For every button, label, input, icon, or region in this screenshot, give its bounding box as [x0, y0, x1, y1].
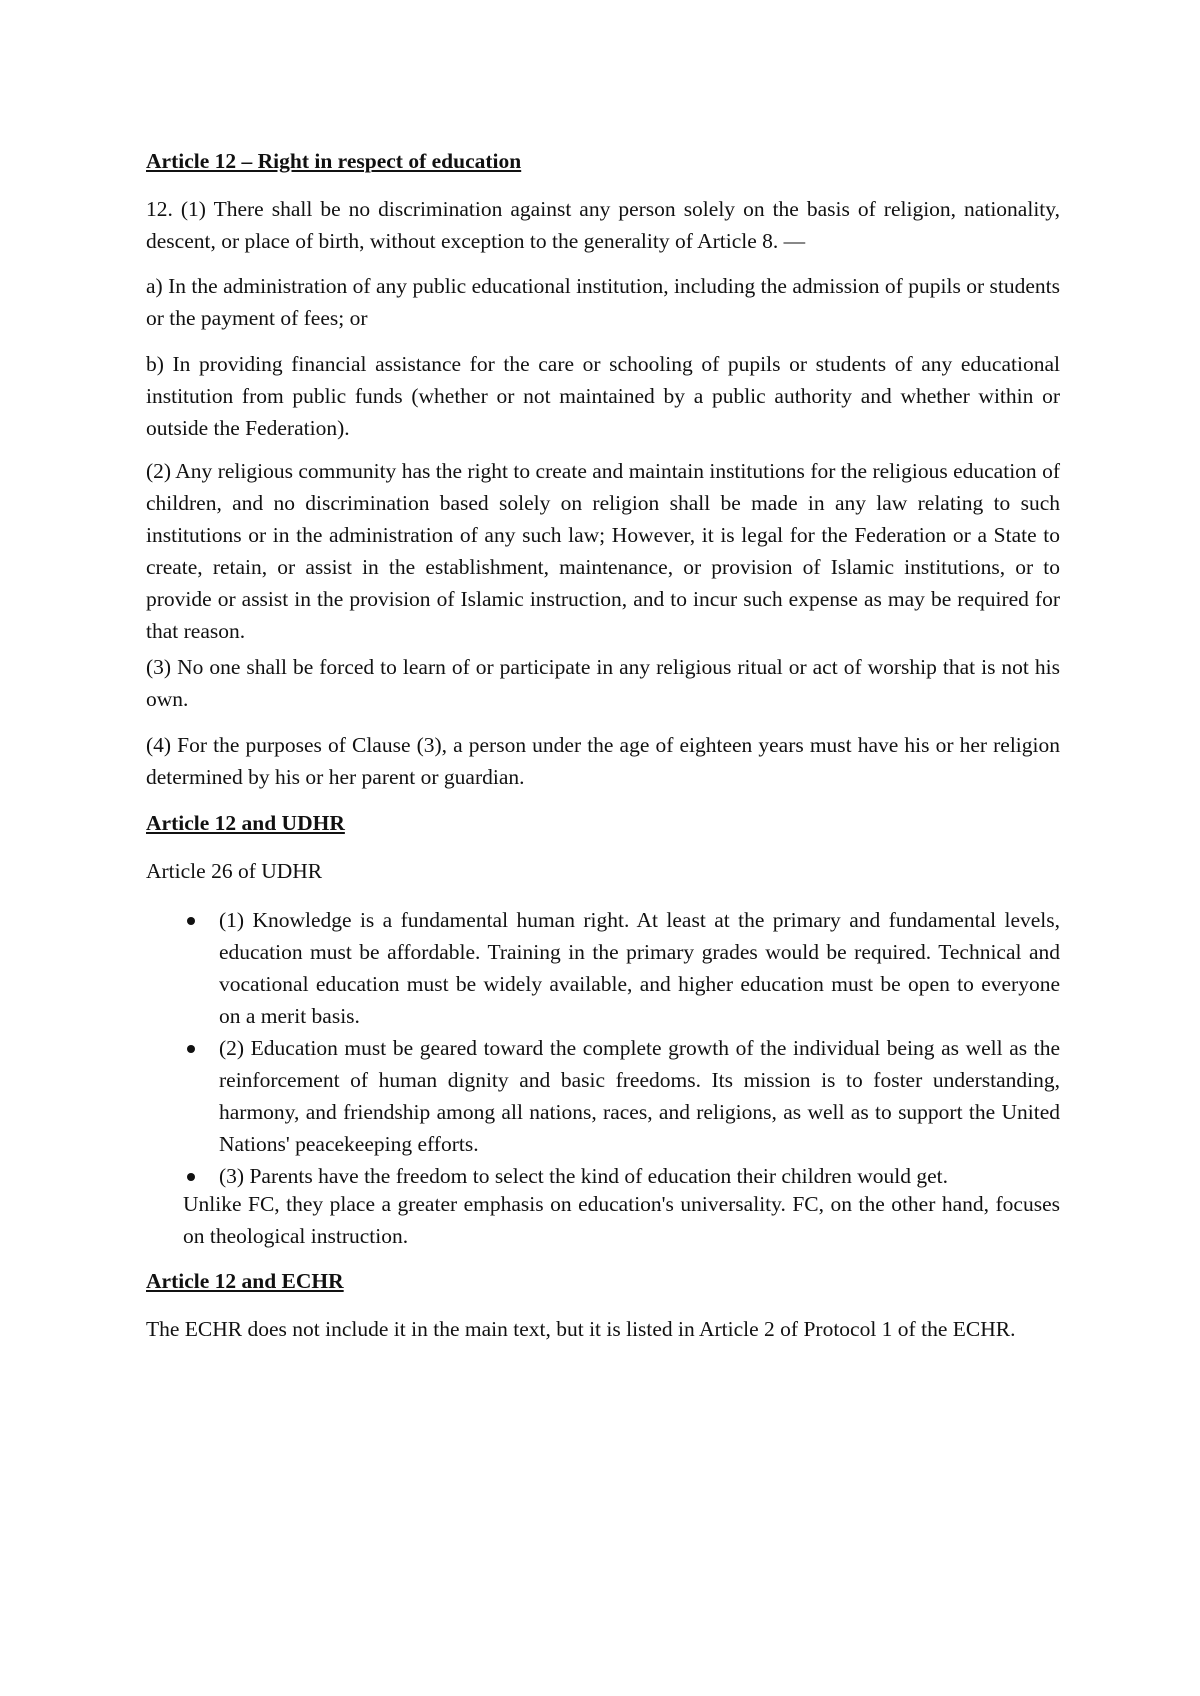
echr-text: The ECHR does not include it in the main text, but it is listed in Article 2 of Protocol 1 of the ECHR.	[146, 1317, 1016, 1341]
udhr-point-2: (2) Education must be geared toward the complete growth of the individual being as well as the reinforcement of human dignity and basic freedoms. Its mission is to foster understanding, harmony, and friendship among all nations, races, and religions, as well as to support the United Nations' peacekeeping efforts.	[219, 1036, 1060, 1156]
clause-2: (2) Any religious community has the right to create and maintain institutions for the religious education of children, and no discrimination based solely on religion shall be made in any law relating to such institutions or in the administration of any such law; However, it is legal for the Federation or a State to create, retain, or assist in the establishment, maintenance, or provision of Islamic institutions, or to provide or assist in the provision of Islamic instruction, and to incur such expense as may be required for that reason.	[146, 459, 1060, 643]
udhr-comparison: Unlike FC, they place a greater emphasis on education's universality. FC, on the other hand, focuses on theological instruction.	[183, 1192, 1060, 1248]
clause-4: (4) For the purposes of Clause (3), a person under the age of eighteen years must have his or her religion determined by his or her parent or guardian.	[146, 733, 1060, 789]
udhr-bullet-list	[146, 904, 1060, 1192]
clause-1-intro: 12. (1) There shall be no discrimination against any person solely on the basis of religion, nationality, descent, or place of birth, without exception to the generality of Article 8. —	[146, 197, 1060, 253]
udhr-point-1: (1) Knowledge is a fundamental human right. At least at the primary and fundamental levels, education must be affordable. Training in the primary grades would be required. Technical and vocational education must be widely available, and higher education must be open to everyone on a merit basis.	[219, 908, 1060, 1028]
list-item	[146, 1032, 1060, 1160]
bullet-icon	[187, 1045, 195, 1053]
clause-1-a: a) In the administration of any public educational institution, including the admission of pupils or students or the payment of fees; or	[146, 274, 1060, 330]
udhr-article-label: Article 26 of UDHR	[146, 859, 323, 883]
bullet-icon	[187, 1173, 195, 1181]
clause-1-b: b) In providing financial assistance for the care or schooling of pupils or students of any educational institution from public funds (whether or not maintained by a public authority and whether within or outside the Federation).	[146, 352, 1060, 440]
heading-article-12: Article 12 – Right in respect of education	[146, 149, 522, 173]
list-item	[146, 904, 1060, 1032]
heading-echr: Article 12 and ECHR	[146, 1269, 344, 1293]
udhr-point-3: (3) Parents have the freedom to select the kind of education their children would get.	[219, 1164, 948, 1188]
bullet-icon	[187, 917, 195, 925]
heading-udhr: Article 12 and UDHR	[146, 811, 345, 835]
clause-3: (3) No one shall be forced to learn of or participate in any religious ritual or act of worship that is not his own.	[146, 655, 1060, 711]
